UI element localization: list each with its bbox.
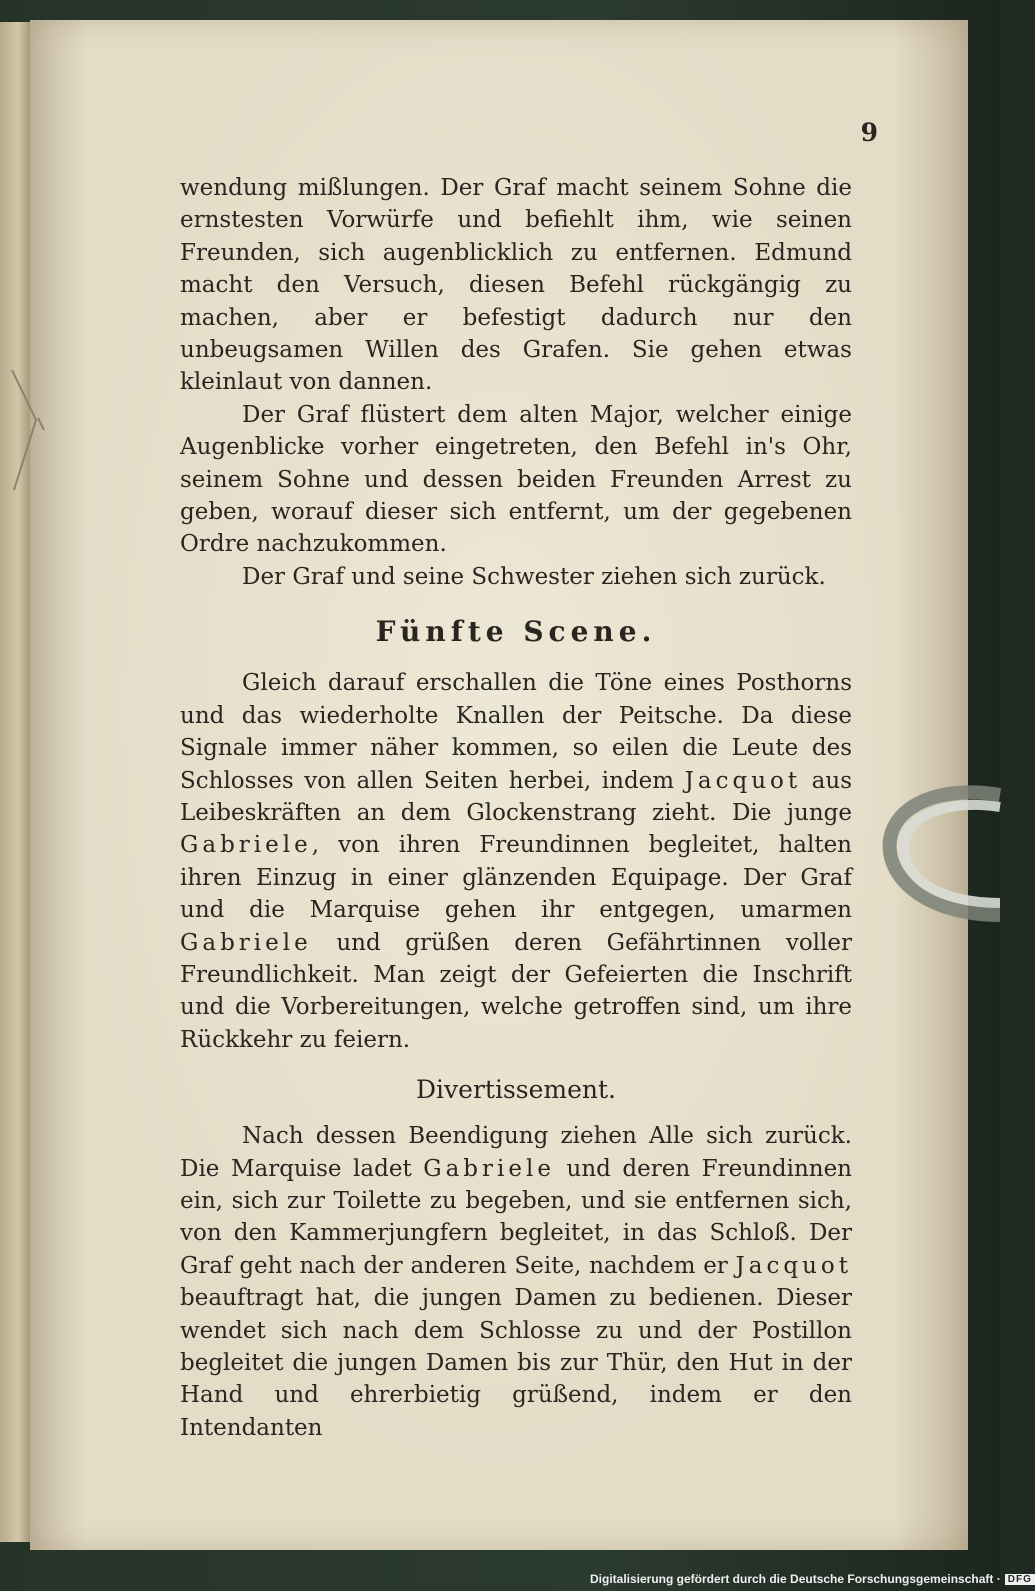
paragraph-1: [180, 172, 852, 399]
final-text-2: und deren Freundinnen ein, sich zur Toilette zu begeben, und sie entfernen sich, von den Kammerjungfern begleitet, in das Schloß. Der Graf geht nach der anderen Seite, nachdem er: [180, 1155, 852, 1279]
page-clip: [880, 785, 1000, 925]
final-paragraph: [180, 1120, 852, 1444]
paragraph-2-text: Der Graf flüstert dem alten Major, welcher einige Augenblicke vorher eingetreten, den Befehl in's Ohr, seinem Sohne und dessen beiden Freunden Arrest zu geben, worauf dieser sich entfernt, um der gegebenen Ordre nachzukommen.: [180, 401, 852, 558]
credit-text: Digitalisierung gefördert durch die Deutsche Forschungsgemeinschaft ·: [590, 1572, 1001, 1586]
divertissement-heading: Divertissement.: [416, 1075, 616, 1105]
final-name-gabriele: Gabriele: [423, 1155, 555, 1182]
scene-paragraph: [180, 667, 852, 1056]
dfg-logo: DFG: [1005, 1574, 1035, 1585]
paragraph-3-text: Der Graf und seine Schwester ziehen sich zurück.: [242, 563, 826, 590]
paragraph-1-text: wendung mißlungen. Der Graf macht seinem Sohne die ernstesten Vorwürfe und befiehlt ihm, wie seinen Freunden, sich augenblicklich zu entfernen. Edmund macht den Versuch, diesen Befehl rückgängig zu machen, aber er befestigt dadurch nur den unbeugsamen Willen des Grafen. Sie gehen etwas kleinlaut von dannen.: [180, 175, 852, 396]
page-text: [180, 172, 852, 1444]
page-number: 9: [860, 118, 878, 147]
scene-text-3: , von ihren Freundinnen begleitet, halten ihren Einzug in einer glänzenden Equipage. Der Graf und die Marquise gehen ihr entgegen, umarmen: [180, 832, 852, 924]
paragraph-2: [180, 399, 852, 561]
final-text-3: beauftragt hat, die jungen Damen zu bedienen. Dieser wendet sich nach dem Schlosse zu und der Postillon begleitet die jungen Damen bis zur Thür, den Hut in der Hand und ehrerbietig grüßend, indem er den Intendanten: [180, 1285, 852, 1441]
character-name-gabriele: Gabriele: [180, 832, 312, 859]
left-page-edge: [0, 22, 30, 1542]
paragraph-3: [180, 561, 852, 593]
character-name-jacquot: Jacquot: [684, 767, 802, 794]
character-name-gabriele-2: Gabriele: [180, 929, 312, 956]
scene-text-2: aus Leibeskräften an dem Glockenstrang zieht. Die junge: [180, 767, 852, 826]
final-name-jacquot: Jacquot: [735, 1252, 852, 1279]
scene-heading: Fünfte Scene.: [375, 615, 657, 649]
binding-stitch: [8, 370, 48, 490]
scene-text-4: und grüßen deren Gefährtinnen voller Freundlichkeit. Man zeigt der Gefeierten die Inschrift und die Vorbereitungen, welche getroffen sind, um ihre Rückkehr zu feiern.: [180, 929, 852, 1053]
final-text-1: Nach dessen Beendigung ziehen Alle sich zurück. Die Marquise ladet: [180, 1123, 852, 1182]
scene-text-1: Gleich darauf erschallen die Töne eines Posthorns und das wiederholte Knallen der Peitsche. Da diese Signale immer näher kommen, so eilen die Leute des Schlosses von allen Seiten herbei, indem: [180, 670, 852, 794]
digitization-credit: [590, 1572, 1032, 1590]
